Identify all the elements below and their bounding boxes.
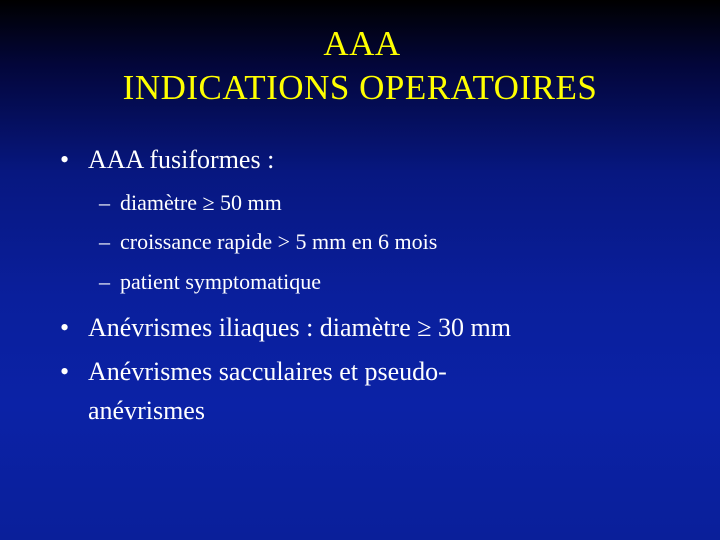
bullet-text: Anévrismes sacculaires et pseudo- xyxy=(88,357,447,386)
bullet-text: Anévrismes iliaques : diamètre ≥ 30 mm xyxy=(88,313,511,342)
dash-mark: – xyxy=(99,190,110,215)
bullet-text: AAA fusiformes : xyxy=(88,145,275,174)
dash-mark: – xyxy=(99,229,110,254)
dash-mark: – xyxy=(99,269,110,294)
subitem-text: diamètre ≥ 50 mm xyxy=(120,190,282,215)
subitem-text: croissance rapide > 5 mm en 6 mois xyxy=(120,229,438,254)
bullet-continuation: anévrismes xyxy=(88,396,205,425)
subitem-text: patient symptomatique xyxy=(120,269,322,294)
title-line-2: INDICATIONS OPERATOIRES xyxy=(122,68,598,107)
bullet-mark: • xyxy=(60,313,70,342)
bullet-mark: • xyxy=(60,145,70,174)
bullet-mark: • xyxy=(60,357,70,386)
title-line-1: AAA xyxy=(323,24,401,63)
